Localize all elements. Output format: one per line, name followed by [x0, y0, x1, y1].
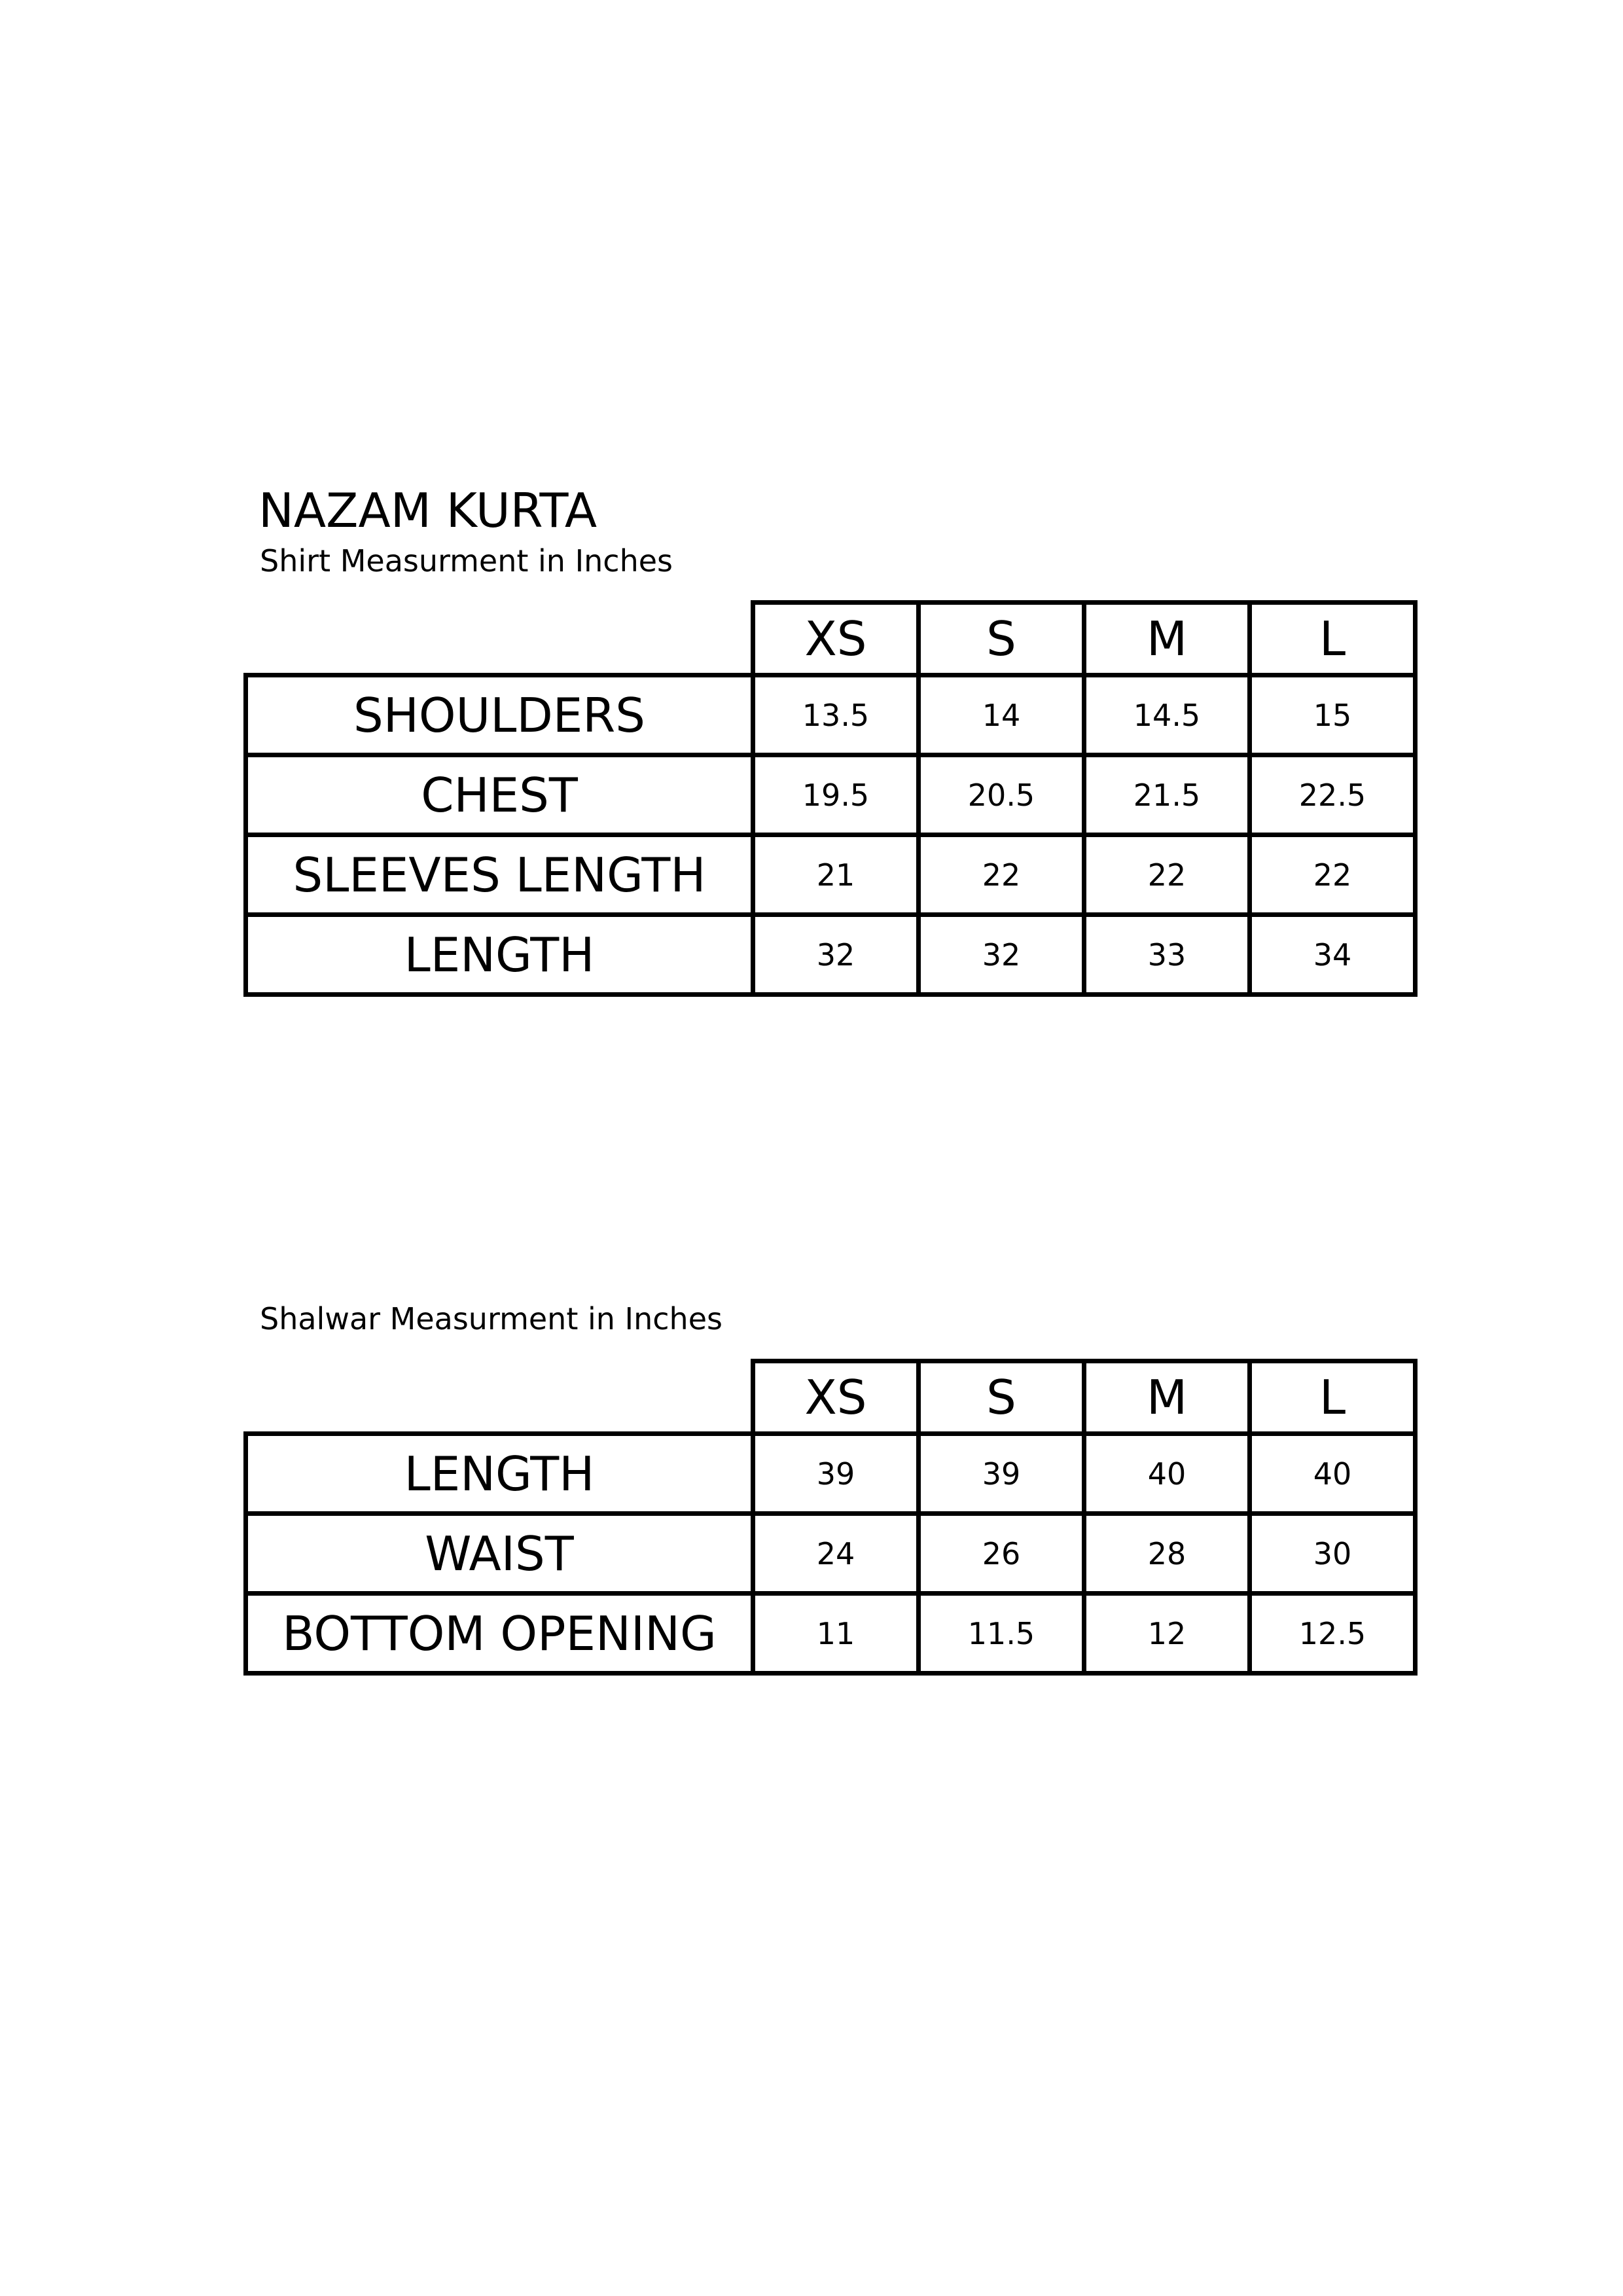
table-header-row [246, 1361, 1416, 1434]
value-cell: 22 [919, 835, 1084, 915]
value-cell: 40 [1250, 1434, 1416, 1514]
value-cell: 32 [919, 915, 1084, 995]
value-cell: 22 [1084, 835, 1250, 915]
row-label: SHOULDERS [246, 675, 753, 755]
row-label: WAIST [246, 1514, 753, 1594]
size-header-l: L [1250, 603, 1416, 675]
value-cell: 33 [1084, 915, 1250, 995]
table-row [246, 915, 1416, 995]
value-cell: 39 [919, 1434, 1084, 1514]
table-header-row [246, 603, 1416, 675]
size-header-s: S [919, 1361, 1084, 1434]
value-cell: 19.5 [753, 755, 919, 835]
value-cell: 21 [753, 835, 919, 915]
value-cell: 21.5 [1084, 755, 1250, 835]
row-label: CHEST [246, 755, 753, 835]
row-label: BOTTOM OPENING [246, 1594, 753, 1674]
row-label: LENGTH [246, 915, 753, 995]
value-cell: 14.5 [1084, 675, 1250, 755]
table-row [246, 675, 1416, 755]
value-cell: 15 [1250, 675, 1416, 755]
size-header-xs: XS [753, 603, 919, 675]
table-row [246, 1594, 1416, 1674]
table-corner-cell [246, 603, 753, 675]
table-row [246, 1434, 1416, 1514]
value-cell: 22 [1250, 835, 1416, 915]
size-header-s: S [919, 603, 1084, 675]
value-cell: 28 [1084, 1514, 1250, 1594]
value-cell: 11 [753, 1594, 919, 1674]
value-cell: 26 [919, 1514, 1084, 1594]
value-cell: 14 [919, 675, 1084, 755]
value-cell: 12.5 [1250, 1594, 1416, 1674]
size-header-m: M [1084, 1361, 1250, 1434]
table-row [246, 755, 1416, 835]
row-label: SLEEVES LENGTH [246, 835, 753, 915]
value-cell: 22.5 [1250, 755, 1416, 835]
table-corner-cell [246, 1361, 753, 1434]
value-cell: 20.5 [919, 755, 1084, 835]
size-header-l: L [1250, 1361, 1416, 1434]
shalwar-size-table [243, 1359, 1418, 1676]
table-row [246, 1514, 1416, 1594]
value-cell: 13.5 [753, 675, 919, 755]
value-cell: 12 [1084, 1594, 1250, 1674]
value-cell: 30 [1250, 1514, 1416, 1594]
size-header-xs: XS [753, 1361, 919, 1434]
value-cell: 32 [753, 915, 919, 995]
value-cell: 34 [1250, 915, 1416, 995]
value-cell: 11.5 [919, 1594, 1084, 1674]
table-row [246, 835, 1416, 915]
shalwar-table-subtitle: Shalwar Measurment in Inches [260, 1301, 722, 1336]
size-header-m: M [1084, 603, 1250, 675]
shirt-size-table [243, 600, 1418, 997]
shirt-table-subtitle: Shirt Measurment in Inches [260, 543, 673, 579]
row-label: LENGTH [246, 1434, 753, 1514]
value-cell: 24 [753, 1514, 919, 1594]
value-cell: 40 [1084, 1434, 1250, 1514]
page-title: NAZAM KURTA [259, 483, 597, 538]
value-cell: 39 [753, 1434, 919, 1514]
